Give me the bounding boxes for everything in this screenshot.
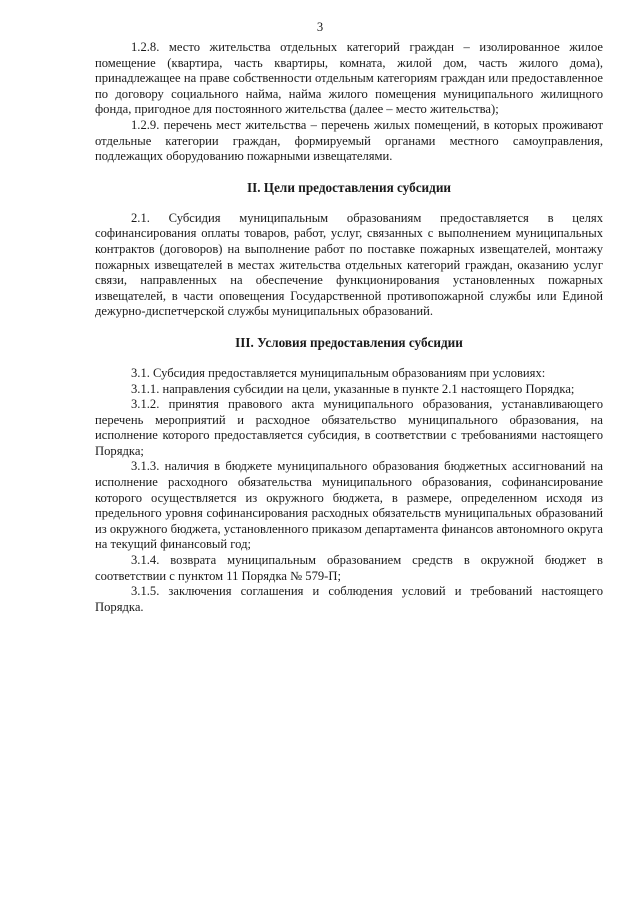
document-body [95, 40, 603, 615]
section-2-heading: II. Цели предоставления субсидии [246, 179, 452, 195]
paragraph-3-1-4: 3.1.4. возврата муниципальным образованием средств в окружной бюджет в соответствии с пунктом 11 Порядка № 579-П; [95, 553, 603, 583]
paragraph-2-1: 2.1. Субсидия муниципальным образованиям предоставляется в целях софинансирования оплаты товаров, работ, услуг, связанных с выполнением муниципальных контрактов (договоров) на выполнение работ по поставке пожарных извещателей, монтажу пожарных извещателей в местах жительства отдельных категорий граждан, оказанию услуг связи, направленных на обеспечение функционирования установленных пожарных извещателей, в части оповещения Государственной противопожарной службы или Единой дежурно-диспетчерской службы муниципальных образований. [95, 210, 603, 319]
paragraph-1-2-8: 1.2.8. место жительства отдельных категорий граждан – изолированное жилое помещение (квартира, часть квартиры, комната, жилой дом, часть жилого дома), принадлежащее на праве собственности отдельным категориям граждан или предоставленное по договору социального найма, найма жилого помещения муниципального жилищного фонда, пригодное для постоянного жительства (далее – место жительства); [95, 40, 603, 117]
section-3-heading: III. Условия предоставления субсидии [235, 334, 463, 350]
paragraph-3-1-3: 3.1.3. наличия в бюджете муниципального образования бюджетных ассигнований на исполнение расходного обязательства муниципального образования, софинансирование которого осуществляется из окружного бюджета, в размере, определенном исходя из предельного уровня софинансирования расходных обязательств муниципальных образований из окружного бюджета, установленного приказом департамента финансов автономного округа на текущий финансовый год; [95, 459, 603, 552]
paragraph-3-1-2: 3.1.2. принятия правового акта муниципального образования, устанавливающего перечень мероприятий и расходное обязательство муниципального образования, на исполнение которого предоставляется субсидия, в соответствии с требованиями настоящего Порядка; [95, 397, 603, 458]
paragraph-3-1-1: 3.1.1. направления субсидии на цели, указанные в пункте 2.1 настоящего Порядка; [131, 381, 575, 396]
paragraph-3-1: 3.1. Субсидия предоставляется муниципальным образованиям при условиях: [131, 365, 546, 380]
page-number: 3 [316, 20, 324, 34]
paragraph-1-2-9: 1.2.9. перечень мест жительства – перечень жилых помещений, в которых проживают отдельные категории граждан, формируемый органами местного самоуправления, подлежащих оборудованию пожарными извещателями. [95, 117, 603, 164]
paragraph-3-1-5: 3.1.5. заключения соглашения и соблюдения условий и требований настоящего Порядка. [95, 584, 603, 614]
